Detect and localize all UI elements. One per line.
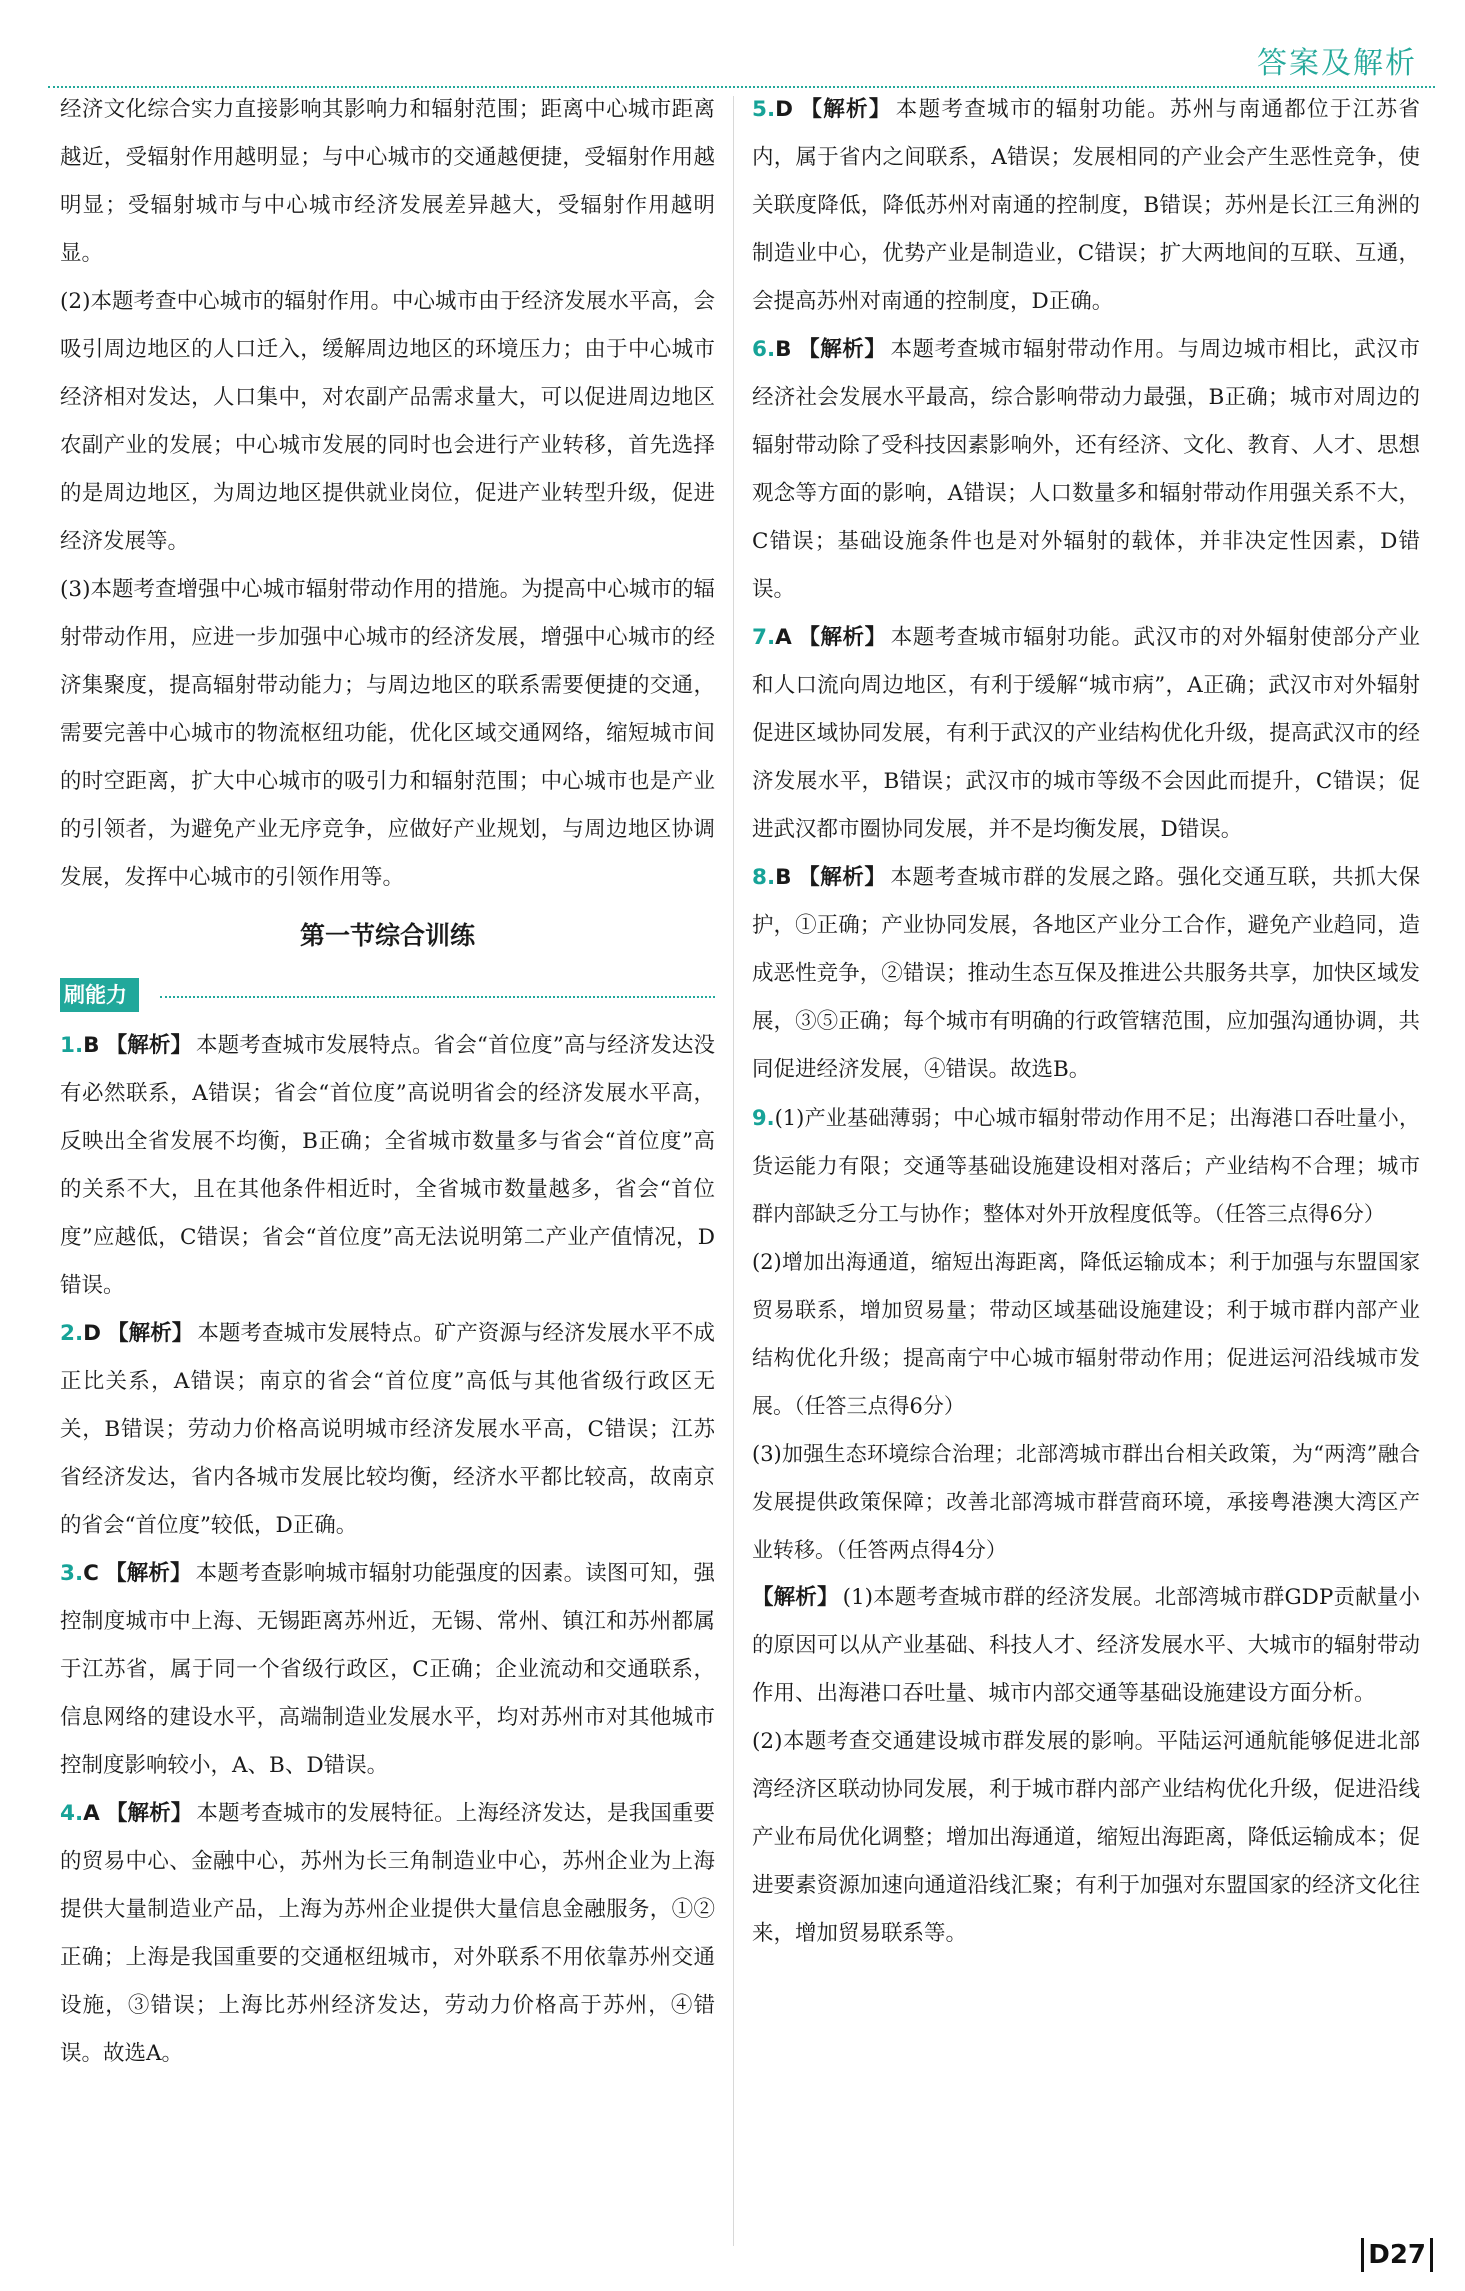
question-1 — [60, 1022, 715, 1310]
analysis-tag: 【解析】 — [797, 865, 887, 890]
question-9-analysis-2: (2)本题考查交通建设城市群发展的影响。平陆运河通航能够促进北部湾经济区联动协同发展，利于城市群内部产业结构优化升级，促进沿线产业布局优化调整；增加出海通道，缩短出海距离，降低运输成本；促进要素资源加速向通道沿线汇聚；有利于加强对东盟国家的经济文化往来，增加贸易联系等。 — [752, 1729, 1420, 1946]
badge-rule — [160, 996, 715, 998]
question-7 — [752, 614, 1420, 854]
analysis-text: 本题考查城市的辐射功能。苏州与南通都位于江苏省内，属于省内之间联系，A错误；发展相同的产业会产生恶性竞争，使关联度降低，降低苏州对南通的控制度，B错误；苏州是长江三角洲的制造业中心，优势产业是制造业，C错误；扩大两地间的互联、互通，会提高苏州对南通的控制度，D正确。 — [752, 97, 1420, 314]
analysis-text: 本题考查城市发展特点。省会“首位度”高与经济发达没有必然联系，A错误；省会“首位度”高说明省会的经济发展水平高，反映出全省发展不均衡，B正确；全省城市数量多与省会“首位度”高的关系不大，且在其他条件相近时，全省城市数量越多，省会“首位度”应越低，C错误；省会“首位度”高无法说明第二产业产值情况，D错误。 — [60, 1033, 715, 1298]
answer-text: (1)产业基础薄弱；中心城市辐射带动作用不足；出海港口吞吐量小，货运能力有限；交通等基础设施建设相对落后；产业结构不合理；城市群内部缺乏分工与协作；整体对外开放程度低等。（任答三点得6分） — [752, 1106, 1420, 1226]
analysis-text: 本题考查城市辐射功能。武汉市的对外辐射使部分产业和人口流向周边地区，有利于缓解“城市病”，A正确；武汉市对外辐射促进区域协同发展，有利于武汉的产业结构优化升级，提高武汉市的经济发展水平，B错误；武汉市的城市等级不会因此而提升，C错误；促进武汉都市圈协同发展，并不是均衡发展，D错误。 — [752, 625, 1420, 842]
question-5 — [752, 86, 1420, 326]
question-4 — [60, 1790, 715, 2078]
analysis-tag: 【解析】 — [104, 1561, 192, 1586]
answer-letter: A — [83, 1801, 100, 1826]
question-2 — [60, 1310, 715, 1550]
section-badge: 刷能力 — [60, 978, 139, 1012]
question-6 — [752, 326, 1420, 614]
question-number: 5. — [752, 97, 776, 122]
question-3 — [60, 1550, 715, 1790]
question-number: 8. — [752, 865, 776, 890]
analysis-text: 本题考查城市群的发展之路。强化交通互联，共抓大保护，①正确；产业协同发展，各地区产业分工合作，避免产业趋同，造成恶性竞争，②错误；推动生态互保及推进公共服务共享，加快区域发展，③⑤正确；每个城市有明确的行政管辖范围，应加强沟通协调，共同促进经济发展，④错误。故选B。 — [752, 865, 1420, 1082]
analysis-tag: 【解析】 — [105, 1801, 193, 1826]
question-number: 2. — [60, 1321, 84, 1346]
answer-letter: B — [775, 337, 792, 362]
analysis-text: 本题考查影响城市辐射功能强度的因素。读图可知，强控制度城市中上海、无锡距离苏州近，无锡、常州、镇江和苏州都属于江苏省，属于同一个省级行政区，C正确；企业流动和交通联系，信息网络的建设水平，高端制造业发展水平，均对苏州市对其他城市控制度影响较小，A、B、D错误。 — [60, 1561, 715, 1778]
analysis-text: 本题考查城市发展特点。矿产资源与经济发展水平不成正比关系，A错误；南京的省会“首位度”高低与其他省级行政区无关，B错误；劳动力价格高说明城市经济发展水平高，C错误；江苏省经济发达，省内各城市发展比较均衡，经济水平都比较高，故南京的省会“首位度”较低，D正确。 — [60, 1321, 715, 1538]
question-9-answer-2: (2)增加出海通道，缩短出海距离，降低运输成本；利于加强与东盟国家贸易联系，增加贸易量；带动区域基础设施建设；利于城市群内部产业结构优化升级；提高南宁中心城市辐射带动作用；促进运河沿线城市发展。（任答三点得6分） — [752, 1250, 1420, 1418]
answer-letter: B — [775, 865, 792, 890]
analysis-tag: 【解析】 — [797, 625, 887, 650]
question-number: 3. — [60, 1561, 84, 1586]
question-number: 4. — [60, 1801, 84, 1826]
analysis-text: (1)本题考查城市群的经济发展。北部湾城市群GDP贡献量小的原因可以从产业基础、科技人才、经济发展水平、大城市的辐射带动作用、出海港口吞吐量、城市内部交通等基础设施建设方面分析。 — [752, 1585, 1420, 1706]
question-9-answer-3: (3)加强生态环境综合治理；北部湾城市群出台相关政策，为“两湾”融合发展提供政策保障；改善北部湾城市群营商环境，承接粤港澳大湾区产业转移。（任答两点得4分） — [752, 1442, 1420, 1562]
header-label: 答案及解析 — [1257, 46, 1417, 81]
paragraph-part-3: (3)本题考查增强中心城市辐射带动作用的措施。为提高中心城市的辐射带动作用，应进一步加强中心城市的经济发展，增强中心城市的经济集聚度，提高辐射带动能力；与周边地区的联系需要便捷的交通，需要完善中心城市的物流枢纽功能，优化区域交通网络，缩短城市间的时空距离，扩大中心城市的吸引力和辐射范围；中心城市也是产业的引领者，为避免产业无序竞争，应做好产业规划，与周边地区协调发展，发挥中心城市的引领作用等。 — [60, 577, 715, 890]
analysis-tag: 【解析】 — [107, 1321, 194, 1346]
answer-letter: A — [775, 625, 792, 650]
question-number: 7. — [752, 625, 776, 650]
question-8 — [752, 854, 1420, 1094]
analysis-text: 本题考查城市的发展特征。上海经济发达，是我国重要的贸易中心、金融中心，苏州为长三角制造业中心，苏州企业为上海提供大量制造业产品，上海为苏州企业提供大量信息金融服务，①②正确；上海是我国重要的交通枢纽城市，对外联系不用依靠苏州交通设施，③错误；上海比苏州经济发达，劳动力价格高于苏州，④错误。故选A。 — [60, 1801, 715, 2066]
analysis-tag: 【解析】 — [799, 97, 892, 122]
right-column — [752, 86, 1420, 2236]
question-number: 1. — [60, 1033, 84, 1058]
left-column — [60, 86, 715, 2236]
page-number: D27 — [1361, 2238, 1433, 2272]
column-divider — [733, 96, 734, 2246]
question-9-analysis-1 — [752, 1574, 1420, 1718]
question-number: 6. — [752, 337, 776, 362]
analysis-tag: 【解析】 — [105, 1033, 193, 1058]
answer-letter: D — [775, 97, 793, 122]
analysis-tag: 【解析】 — [797, 337, 887, 362]
analysis-tag: 【解析】 — [752, 1585, 839, 1610]
analysis-text: 本题考查城市辐射带动作用。与周边城市相比，武汉市经济社会发展水平最高，综合影响带动力最强，B正确；城市对周边的辐射带动除了受科技因素影响外，还有经济、文化、教育、人才、思想观念等方面的影响，A错误；人口数量多和辐射带动作用强关系不大，C错误；基础设施条件也是对外辐射的载体，并非决定性因素，D错误。 — [752, 337, 1420, 602]
answer-letter: D — [83, 1321, 101, 1346]
section-title: 第一节综合训练 — [299, 921, 475, 950]
badge-row — [60, 974, 715, 1018]
answer-letter: C — [83, 1561, 99, 1586]
question-number: 9. — [752, 1106, 775, 1130]
paragraph-continued: 经济文化综合实力直接影响其影响力和辐射范围；距离中心城市距离越近，受辐射作用越明显；与中心城市的交通越便捷，受辐射作用越明显；受辐射城市与中心城市经济发展差异越大，受辐射作用越明显。 — [60, 97, 715, 266]
question-9-answer-1 — [752, 1094, 1420, 1238]
answer-letter: B — [83, 1033, 100, 1058]
paragraph-part-2: (2)本题考查中心城市的辐射作用。中心城市由于经济发展水平高，会吸引周边地区的人口迁入，缓解周边地区的环境压力；由于中心城市经济相对发达，人口集中，对农副产品需求量大，可以促进周边地区农副产业的发展；中心城市发展的同时也会进行产业转移，首先选择的是周边地区，为周边地区提供就业岗位，促进产业转型升级，促进经济发展等。 — [60, 289, 715, 554]
